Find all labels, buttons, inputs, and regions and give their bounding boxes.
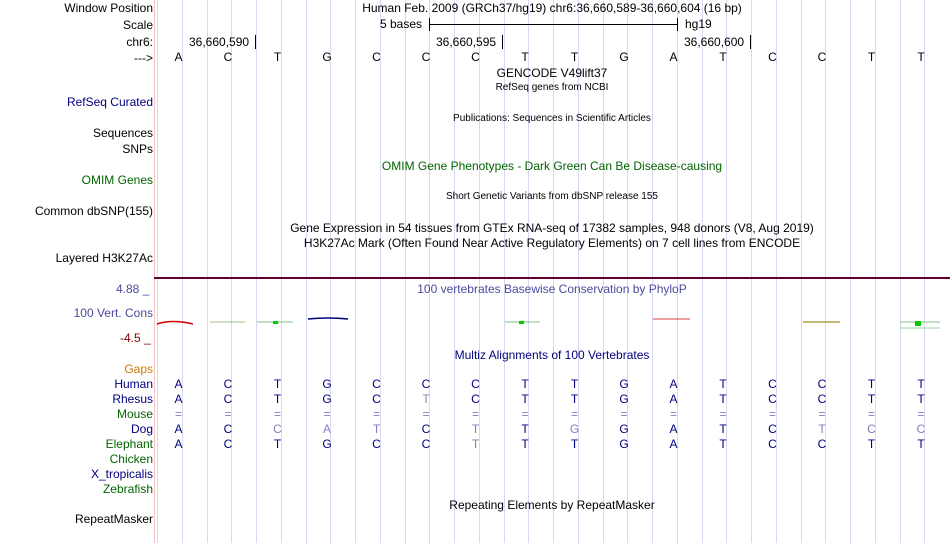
sequence-base: T: [521, 50, 529, 64]
alignment-base: A: [174, 422, 183, 436]
alignment-base: C: [768, 422, 777, 436]
alignment-base: =: [620, 407, 628, 421]
alignment-base: C: [421, 437, 431, 451]
alignment-base: =: [372, 407, 381, 421]
scale-bar-text: 5 bases: [380, 17, 423, 31]
guide-line: [627, 0, 628, 543]
alignment-base: C: [768, 437, 777, 451]
alignment-base: T: [372, 422, 381, 436]
alignment-base: C: [273, 422, 282, 436]
h3k27ac-track-title[interactable]: H3K27Ac Mark (Often Found Near Active Regulatory Elements) on 7 cell lines from ENCODE: [303, 236, 801, 250]
alignment-base: T: [521, 392, 529, 406]
sequences-label[interactable]: Sequences: [92, 126, 153, 140]
alignment-base: =: [818, 407, 826, 421]
species-label-gaps[interactable]: Gaps: [124, 362, 153, 376]
alignment-base: C: [372, 377, 381, 391]
strand-arrow-label: --->: [134, 51, 153, 65]
phylop-signal-11: [915, 321, 921, 326]
sequence-base: C: [223, 50, 233, 64]
alignment-base: G: [619, 377, 629, 391]
guide-line: [850, 0, 851, 543]
alignment-base: C: [421, 377, 431, 391]
scale-bar-right-tick: [677, 18, 678, 31]
species-label-mouse[interactable]: Mouse: [116, 407, 153, 421]
guide-line: [900, 0, 901, 543]
alignment-base: A: [174, 377, 183, 391]
sequence-base: T: [273, 50, 282, 64]
alignment-base: T: [570, 437, 579, 451]
guide-line: [281, 0, 282, 543]
alignment-base: T: [570, 392, 579, 406]
guide-line: [429, 0, 430, 543]
alignment-base: T: [719, 392, 727, 406]
alignment-base: =: [323, 407, 331, 421]
alignment-base: T: [422, 392, 430, 406]
vert-cons-label[interactable]: 100 Vert. Cons: [73, 306, 153, 320]
alignment-base: A: [322, 422, 332, 436]
alignment-base: C: [817, 377, 827, 391]
alignment-base: T: [471, 422, 480, 436]
guide-line: [182, 0, 183, 543]
alignment-base: A: [669, 422, 678, 436]
guide-line: [702, 0, 703, 543]
guide-line: [652, 0, 653, 543]
alignment-base: T: [917, 392, 925, 406]
alignment-base: =: [570, 407, 579, 421]
alignment-base: =: [719, 407, 727, 421]
alignment-base: G: [619, 437, 629, 451]
alignment-base: C: [223, 437, 233, 451]
alignment-base: T: [521, 422, 529, 436]
alignment-base: T: [471, 437, 480, 451]
alignment-base: C: [817, 437, 827, 451]
alignment-base: =: [768, 407, 777, 421]
omim-track-title[interactable]: OMIM Gene Phenotypes - Dark Green Can Be Disease-causing: [381, 159, 723, 173]
alignment-base: C: [372, 437, 381, 451]
guide-line: [231, 0, 232, 543]
species-label-rhesus[interactable]: Rhesus: [112, 392, 153, 406]
alignment-base: C: [223, 422, 233, 436]
guide-line: [875, 0, 876, 543]
alignment-base: A: [669, 437, 678, 451]
alignment-base: T: [867, 377, 876, 391]
scale-bar-left-tick: [429, 18, 430, 31]
phylop-signal-4: [273, 321, 278, 324]
sequence-base: T: [917, 50, 925, 64]
guide-line: [380, 0, 381, 543]
alignment-base: C: [768, 392, 777, 406]
guide-line: [479, 0, 480, 543]
scale-bar: [429, 24, 678, 25]
alignment-base: A: [174, 392, 183, 406]
phylop-signal-7: [519, 321, 524, 324]
species-label-zebrafish[interactable]: Zebrafish: [102, 482, 153, 496]
alignment-base: C: [223, 377, 233, 391]
alignment-base: =: [521, 407, 529, 421]
layered-h3k27ac-label[interactable]: Layered H3K27Ac: [55, 251, 153, 265]
phylop-min-value: -4.5 _: [120, 331, 151, 345]
alignment-base: C: [768, 377, 777, 391]
alignment-base: G: [619, 422, 629, 436]
track-divider: [154, 277, 950, 279]
alignment-base: A: [669, 377, 678, 391]
alignment-base: T: [917, 437, 925, 451]
alignment-base: =: [273, 407, 282, 421]
alignment-base: =: [867, 407, 876, 421]
alignment-base: C: [867, 422, 876, 436]
omim-genes-label[interactable]: OMIM Genes: [81, 173, 153, 187]
sequence-base: A: [174, 50, 183, 64]
phylop-max-value: 4.88 _: [116, 282, 150, 296]
alignment-base: C: [817, 392, 827, 406]
alignment-base: T: [521, 377, 529, 391]
alignment-base: =: [471, 407, 480, 421]
sequence-base: C: [817, 50, 827, 64]
publications-track-title[interactable]: Publications: Sequences in Scientific Articles: [453, 113, 651, 124]
guide-line: [355, 0, 356, 543]
guide-line: [454, 0, 455, 543]
alignment-base: T: [570, 377, 579, 391]
refseq-curated-label[interactable]: RefSeq Curated: [66, 95, 153, 109]
coord-label-3: 36,660,600: [684, 35, 745, 49]
guide-line: [924, 0, 925, 543]
alignment-base: T: [273, 437, 282, 451]
alignment-base: C: [372, 392, 381, 406]
chrom-label: chr6:: [126, 35, 153, 49]
alignment-base: G: [322, 377, 332, 391]
sequence-base: C: [768, 50, 777, 64]
alignment-base: C: [471, 377, 480, 391]
assembly-position-text: Human Feb. 2009 (GRCh37/hg19) chr6:36,660,589-36,660,604 (16 bp): [362, 1, 742, 15]
coord-label-1: 36,660,590: [189, 35, 250, 49]
phylop-track-title[interactable]: 100 vertebrates Basewise Conservation by PhyloP: [417, 282, 687, 296]
guide-line: [157, 0, 158, 543]
sequence-base: C: [421, 50, 431, 64]
alignment-base: =: [174, 407, 183, 421]
alignment-base: C: [916, 422, 926, 436]
alignment-base: =: [917, 407, 925, 421]
gencode-track-title[interactable]: GENCODE V49lift37: [496, 66, 608, 80]
guide-line: [306, 0, 307, 543]
sequence-base: C: [471, 50, 480, 64]
alignment-base: T: [818, 422, 826, 436]
alignment-base: =: [422, 407, 430, 421]
dbsnp-track-title[interactable]: Short Genetic Variants from dbSNP release 155: [446, 191, 658, 202]
alignment-base: T: [917, 377, 925, 391]
snps-label[interactable]: SNPs: [122, 142, 153, 156]
alignment-base: T: [521, 437, 529, 451]
alignment-base: T: [867, 392, 876, 406]
alignment-base: T: [273, 377, 282, 391]
phylop-signal-1: [157, 322, 193, 325]
alignment-base: A: [174, 437, 183, 451]
guide-line: [330, 0, 331, 543]
sequence-base: T: [570, 50, 579, 64]
phylop-signal-5: [308, 318, 348, 319]
guide-line: [677, 0, 678, 543]
sequence-base: T: [719, 50, 727, 64]
alignment-base: C: [223, 392, 233, 406]
alignment-base: C: [421, 422, 431, 436]
phylop-conservation-graph: [155, 300, 950, 340]
sequence-base: A: [669, 50, 678, 64]
species-label-dog[interactable]: Dog: [130, 422, 153, 436]
coord-label-2: 36,660,595: [436, 35, 497, 49]
label-area-border: [154, 0, 155, 543]
alignment-base: T: [719, 422, 727, 436]
sequence-base: C: [372, 50, 381, 64]
alignment-base: G: [322, 437, 332, 451]
species-label-elephant[interactable]: Elephant: [105, 437, 153, 451]
species-label-x-tropicalis[interactable]: X_tropicalis: [90, 467, 153, 481]
guide-line: [405, 0, 406, 543]
coord-tick-3: [750, 35, 751, 49]
repeatmasker-label[interactable]: RepeatMasker: [74, 512, 153, 526]
alignment-base: T: [867, 437, 876, 451]
coord-tick-1: [255, 35, 256, 49]
repeatmasker-track-title[interactable]: Repeating Elements by RepeatMasker: [449, 498, 655, 512]
alignment-base: T: [719, 377, 727, 391]
alignment-base: C: [471, 392, 480, 406]
sequence-base: G: [322, 50, 332, 64]
alignment-base: T: [273, 392, 282, 406]
alignment-base: G: [322, 392, 332, 406]
gtex-track-title[interactable]: Gene Expression in 54 tissues from GTEx RNA-seq of 17382 samples, 948 donors (V8, Aug 2019): [290, 221, 814, 235]
sequence-base: G: [619, 50, 629, 64]
alignment-base: =: [669, 407, 678, 421]
guide-line: [801, 0, 802, 543]
refseq-track-title[interactable]: RefSeq genes from NCBI: [495, 82, 609, 93]
guide-line: [207, 0, 208, 543]
alignment-base: =: [224, 407, 232, 421]
multiz-track-title[interactable]: Multiz Alignments of 100 Vertebrates: [454, 348, 650, 362]
species-label-chicken[interactable]: Chicken: [109, 452, 153, 466]
sequence-base: T: [867, 50, 876, 64]
coord-tick-2: [502, 35, 503, 49]
common-dbsnp-label[interactable]: Common dbSNP(155): [34, 204, 153, 218]
guide-line: [726, 0, 727, 543]
guide-line: [751, 0, 752, 543]
guide-line: [825, 0, 826, 543]
alignment-base: A: [669, 392, 678, 406]
guide-line: [256, 0, 257, 543]
alignment-base: G: [569, 422, 580, 436]
alignment-base: T: [719, 437, 727, 451]
alignment-base: G: [619, 392, 629, 406]
guide-line: [776, 0, 777, 543]
species-label-human[interactable]: Human: [114, 377, 153, 391]
scale-label: Scale: [122, 18, 153, 32]
scale-db-text: hg19: [685, 17, 712, 31]
window-position-label: Window Position: [64, 1, 153, 15]
